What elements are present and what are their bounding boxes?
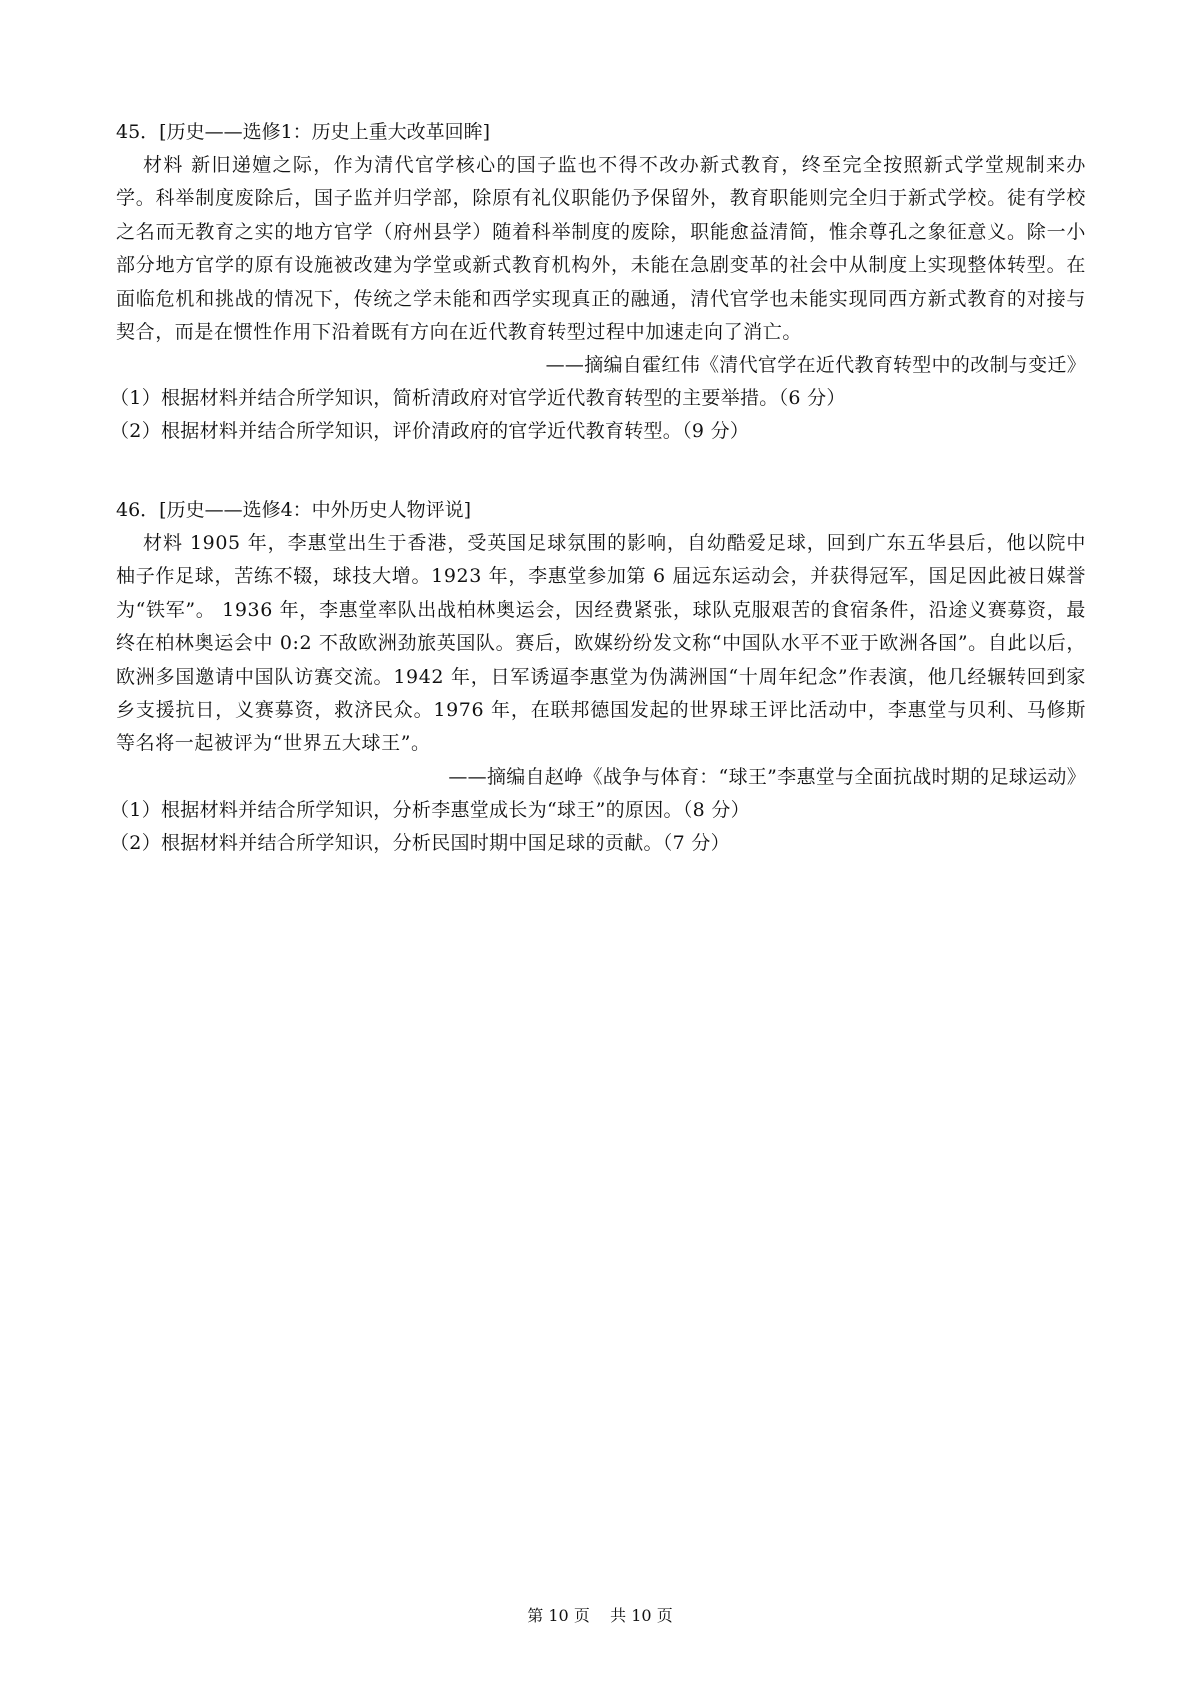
material-paragraph: 材料 1905 年，李惠堂出生于香港，受英国足球氛围的影响，自幼酷爱足球，回到广东五华县后，他以院中柚子作足球，苦练不辍，球技大增。1923 年，李惠堂参加第 6 届远东运动会，并获得冠军，国足因此被日媒誉为“铁军”。 1936 年，李惠堂率队出战柏林奥运会，因经费紧张，球队克服艰苦的食宿条件，沿途义赛募资，最终在柏林奥运会中 0:2 不敌欧洲劲旅英国队。赛后，欧媒纷纷发文称“中国队水平不亚于欧洲各国”。自此以后，欧洲多国邀请中国队访赛交流。1942 年，日军诱逼李惠堂为伪满洲国“十周年纪念”作表演，他几经辗转回到家乡支援抗日，义赛募资，救济民众。1976 年，在联邦德国发起的世界球王评比活动中，李惠堂与贝利、马修斯等名将一起被评为“世界五大球王”。 [116,532,1086,755]
question-heading: 45．[历史——选修1：历史上重大改革回眸] [116,121,491,143]
question-heading: 46．[历史——选修4：中外历史人物评说] [116,499,472,521]
sub-question-2: （2）根据材料并结合所学知识，分析民国时期中国足球的贡献。（7 分） [110,831,730,854]
source-citation: ——摘编自霍红伟《清代官学在近代教育转型中的改制与变迁》 [545,354,1086,377]
question-46 [110,494,1086,860]
source-citation: ——摘编自赵峥《战争与体育：“球王”李惠堂与全面抗战时期的足球运动》 [448,765,1086,788]
sub-question-1: （1）根据材料并结合所学知识，分析李惠堂成长为“球王”的原因。（8 分） [110,798,750,821]
question-45 [110,116,1086,448]
material-paragraph: 材料 新旧递嬗之际，作为清代官学核心的国子监也不得不改办新式教育，终至完全按照新式学堂规制来办学。科举制度废除后，国子监并归学部，除原有礼仪职能仍予保留外，教育职能则完全归于新式学校。徒有学校之名而无教育之实的地方官学（府州县学）随着科举制度的废除，职能愈益清简，惟余尊孔之象征意义。除一小部分地方官学的原有设施被改建为学堂或新式教育机构外，未能在急剧变革的社会中从制度上实现整体转型。在面临危机和挑战的情况下，传统之学未能和西学实现真正的融通，清代官学也未能实现同西方新式教育的对接与契合，而是在惯性作用下沿着既有方向在近代教育转型过程中加速走向了消亡。 [116,154,1086,344]
sub-question-2: （2）根据材料并结合所学知识，评价清政府的官学近代教育转型。（9 分） [110,420,750,443]
page-number-footer: 第 10 页 共 10 页 [527,1606,673,1625]
sub-question-1: （1）根据材料并结合所学知识，简析清政府对官学近代教育转型的主要举措。（6 分） [110,387,846,410]
